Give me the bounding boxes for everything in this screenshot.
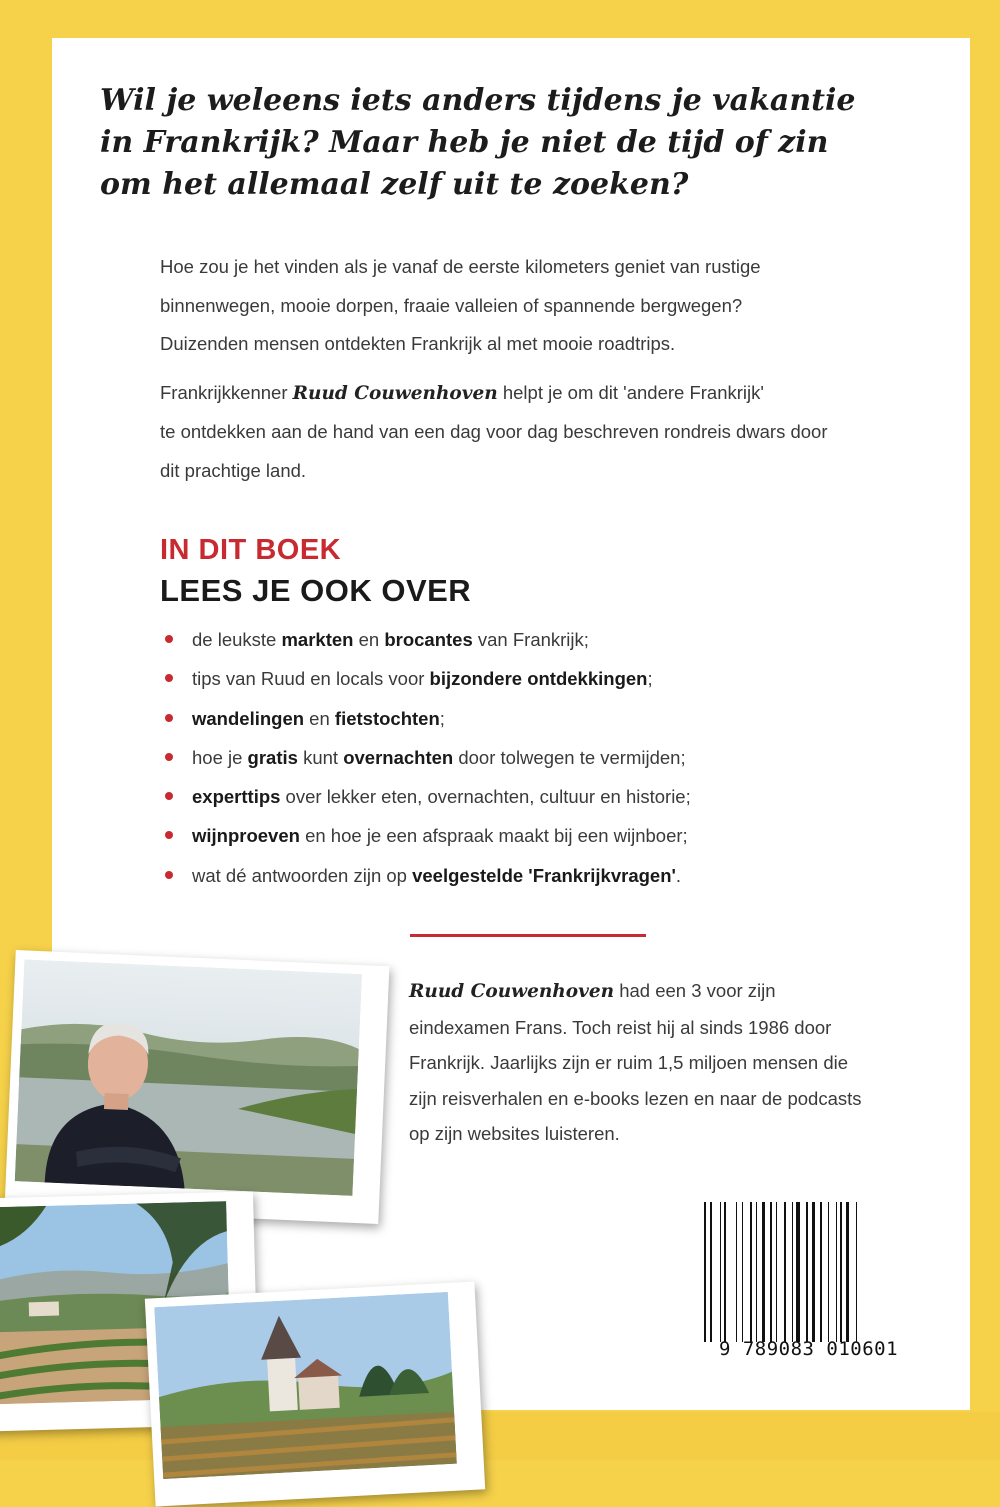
author-bio: Ruud Couwenhoven had een 3 voor zijn eindexamen Frans. Toch reist hij al sinds 1986 door Frankrijk. Jaarlijks zijn er ruim 1,5 miljoen mensen die zijn reisverhalen en e-books lezen en naar de podcasts op zijn websites luisteren. xyxy=(409,980,862,1144)
bullet-dot-icon xyxy=(165,753,173,761)
barcode-bar xyxy=(840,1202,842,1342)
list-item: wandelingen en fietstochten; xyxy=(162,699,962,738)
barcode-bar xyxy=(836,1202,837,1342)
barcode-bar xyxy=(812,1202,815,1342)
section-divider xyxy=(410,934,646,937)
list-item: hoe je gratis kunt overnachten door tolwegen te vermijden; xyxy=(162,738,962,777)
intro-text xyxy=(160,248,940,502)
bio-author-name: Ruud Couwenhoven xyxy=(409,981,615,1002)
headline: Wil je weleens iets anders tijdens je vakantie in Frankrijk? Maar heb je niet de tijd of zin om het allemaal zelf uit te zoeken? xyxy=(100,83,856,202)
list-item: experttips over lekker eten, overnachten, cultuur en historie; xyxy=(162,777,962,816)
feature-list xyxy=(162,620,962,895)
village-photo xyxy=(145,1282,485,1507)
list-item: wat dé antwoorden zijn op veelgestelde 'Frankrijkvragen'. xyxy=(162,856,962,895)
bullet-dot-icon xyxy=(165,831,173,839)
author-name: Ruud Couwenhoven xyxy=(292,382,498,404)
section-title: LEES JE OOK OVER xyxy=(160,573,472,608)
barcode-bar xyxy=(736,1202,737,1342)
bullet-dot-icon xyxy=(165,674,173,682)
barcode-bar xyxy=(720,1202,721,1342)
barcode-bar xyxy=(750,1202,752,1342)
barcode-bar xyxy=(704,1202,706,1342)
barcode-bar xyxy=(776,1202,777,1342)
intro-paragraph-2: Frankrijkkenner Ruud Couwenhoven helpt je om dit 'andere Frankrijk' te ontdekken aan de hand van een dag voor dag beschreven rondreis dwars door dit prachtige land. xyxy=(160,381,828,481)
bullet-dot-icon xyxy=(165,871,173,879)
barcode-bar xyxy=(806,1202,808,1342)
barcode-bar xyxy=(762,1202,765,1342)
barcode-bar xyxy=(820,1202,822,1342)
bullet-dot-icon xyxy=(165,714,173,722)
bullet-dot-icon xyxy=(165,792,173,800)
isbn-number: 9 789083 010601 xyxy=(718,1338,899,1360)
barcode-bar xyxy=(846,1202,849,1342)
list-item: de leukste markten en brocantes van Frankrijk; xyxy=(162,620,962,659)
list-item: wijnproeven en hoe je een afspraak maakt bij een wijnboer; xyxy=(162,816,962,855)
barcode-bar xyxy=(784,1202,786,1342)
section-kicker: IN DIT BOEK xyxy=(160,534,342,566)
barcode-bar xyxy=(756,1202,757,1342)
barcode-bar xyxy=(724,1202,726,1342)
author-photo xyxy=(5,950,390,1224)
list-item: tips van Ruud en locals voor bijzondere ontdekkingen; xyxy=(162,659,962,698)
barcode-bar xyxy=(856,1202,857,1342)
barcode-bar xyxy=(710,1202,712,1342)
barcode-bar xyxy=(742,1202,743,1342)
intro-paragraph-1: Hoe zou je het vinden als je vanaf de eerste kilometers geniet van rustige binnenwegen, mooie dorpen, fraaie valleien of spannende bergwegen? Duizenden mensen ontdekten Frankrijk al met mooie roadtrips. xyxy=(160,256,761,354)
barcode-bar xyxy=(792,1202,793,1342)
barcode-bar xyxy=(828,1202,829,1342)
bullet-dot-icon xyxy=(165,635,173,643)
barcode-bar xyxy=(796,1202,800,1342)
barcode-bar xyxy=(770,1202,772,1342)
isbn-barcode xyxy=(696,1196,921,1358)
